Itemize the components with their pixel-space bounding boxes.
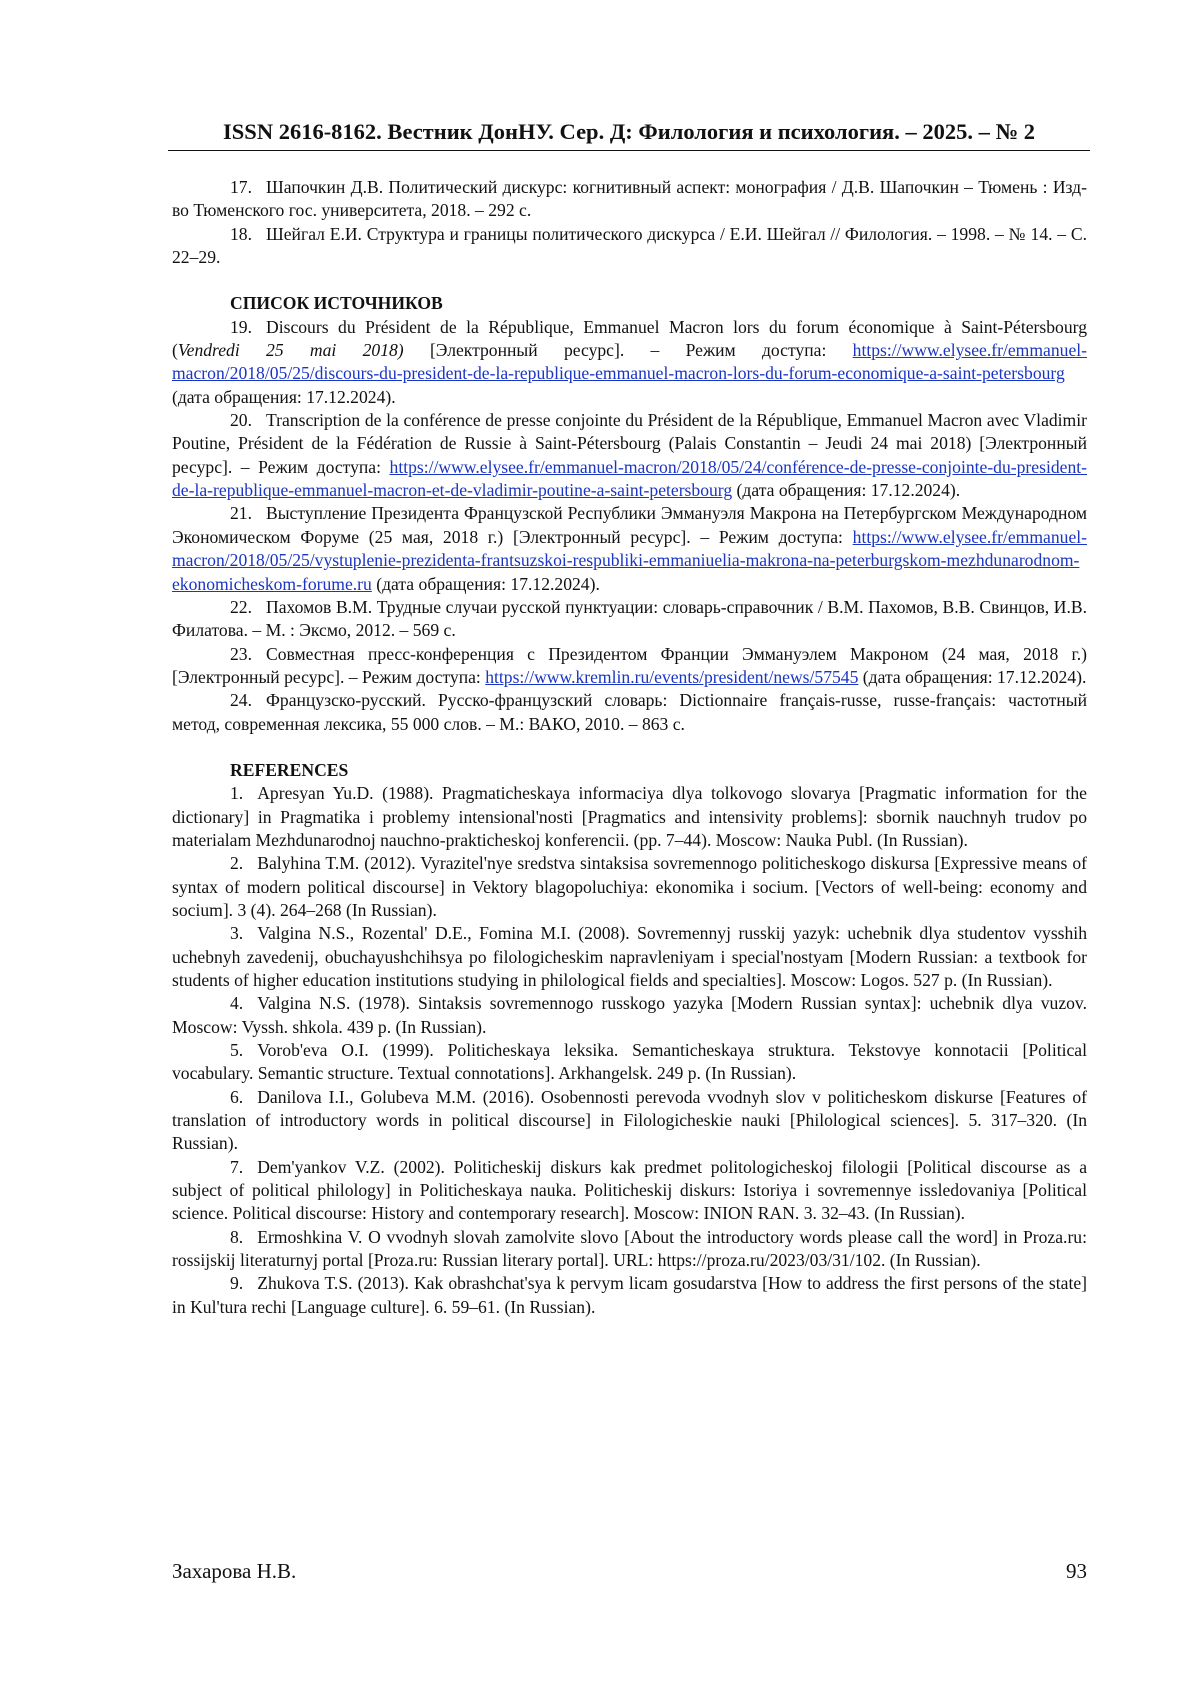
source-link-21[interactable]: https://www.elysee.fr/emmanuel-macron/2018/05/25/vystuplenie-prezidenta-frantsuzskoi-respubliki-emmaniuelia-makrona-na-peterburgskom-mezhdunarodnom-ekonomicheskom-forume.ru (172, 526, 1087, 594)
sources-heading: СПИСОК ИСТОЧНИКОВ (230, 293, 443, 314)
source-link-19[interactable]: https://www.elysee.fr/emmanuel-macron/2018/05/25/discours-du-president-de-la-republique-emmanuel-macron-lors-du-forum-economique-a-saint-petersbourg (172, 340, 1087, 384)
reference-entry: 7. Dem'yankov V.Z. (2002). Politicheskij diskurs kak predmet politologicheskoj filologii [Political discourse as a subject of political philology] in Politicheskaya nauka. Politicheskij diskurs: Istoriya i sovremennye issledovaniya [Political science. Political discourse: History and contemporary research]. Moscow: INION RAN. 3. 32–43. (In Russian). (172, 1156, 1087, 1224)
reference-entry: 6. Danilova I.I., Golubeva M.M. (2016). Osobennosti perevoda vvodnyh slov v politicheskom diskurse [Features of translation of introductory words in political discourse] in Filologicheskie nauki [Philological sciences]. 5. 317–320. (In Russian). (172, 1086, 1087, 1154)
source-entry-22: 22. Пахомов В.М. Трудные случаи русской пунктуации: словарь-справочник / В.М. Пахомов, В.В. Свинцов, И.В. Филатова. – М. : Эксмо, 2012. – 569 с. (172, 596, 1087, 641)
bib-entry-18: 18. Шейгал Е.И. Структура и границы политического дискурса / Е.И. Шейгал // Филология. – 1998. – № 14. – С. 22–29. (172, 223, 1087, 268)
source-entry-20: 20. Transcription de la conférence de presse conjointe du Président de la République, Emmanuel Macron avec Vladimir Poutine, Président de la Fédération de Russie à Saint-Pétersbourg (Palais Constantin – Jeudi 24 mai 2018) [Электронный ресурс]. – Режим доступа: https://www.elysee.fr/emmanuel-macron/2018/05/24/conférence-de-presse-conjointe-du-president-de-la-republique-emmanuel-macron-et-de-vladimir-poutine-a-saint-petersbourg (дата обращения: 17.12.2024). (172, 410, 1087, 501)
source-link-23[interactable]: https://www.kremlin.ru/events/president/news/57545 (485, 666, 859, 687)
page-body (172, 176, 1087, 1319)
running-header: ISSN 2616-8162. Вестник ДонНУ. Сер. Д: Филология и психология. – 2025. – № 2 (168, 118, 1090, 151)
source-entry-24: 24. Французско-русский. Русско-французский словарь: Dictionnaire français-russe, russe-français: частотный метод, современная лексика, 55 000 слов. – М.: ВАКО, 2010. – 863 с. (172, 690, 1087, 734)
reference-entry: 8. Ermoshkina V. O vvodnyh slovah zamolvite slovo [About the introductory words please call the word] in Proza.ru: rossijskij literaturnyj portal [Proza.ru: Russian literary portal]. URL: https://proza.ru/2023/03/31/102. (In Russian). (172, 1226, 1087, 1271)
source-entry-23: 23. Совместная пресс-конференция с Президентом Франции Эммануэлем Макроном (24 мая, 2018 г.) [Электронный ресурс]. – Режим доступа: https://www.kremlin.ru/events/president/news/57545 (дата обращения: 17.12.2024). (172, 643, 1087, 687)
reference-entry: 3. Valgina N.S., Rozental' D.E., Fomina M.I. (2008). Sovremennyj russkij yazyk: uchebnik dlya studentov vysshih uchebnyh zavedenij, obuchayushchihsya po filologicheskim napravleniyam i special'nostyam [Modern Russian: a textbook for students of higher education institutions studying in philological fields and specialties]. Moscow: Logos. 527 p. (In Russian). (172, 923, 1087, 990)
reference-entry: 4. Valgina N.S. (1978). Sintaksis sovremennogo russkogo yazyka [Modern Russian syntax]: uchebnik dlya vuzov. Moscow: Vyssh. shkola. 439 p. (In Russian). (172, 993, 1087, 1037)
reference-entry: 9. Zhukova T.S. (2013). Kak obrashchat'sya k pervym licam gosudarstva [How to address the first persons of the state] in Kul'tura rechi [Language culture]. 6. 59–61. (In Russian). (172, 1273, 1087, 1317)
footer-author: Захарова Н.В. (172, 1559, 297, 1583)
source-entry-21: 21. Выступление Президента Французской Республики Эммануэля Макрона на Петербургском Международном Экономическом Форуме (25 мая, 2018 г.) [Электронный ресурс]. – Режим доступа: https://www.elysee.fr/emmanuel-macron/2018/05/25/vystuplenie-prezidenta-frantsuzskoi-respubliki-emmaniuelia-makrona-na-peterburgskom-mezhdunarodnom-ekonomicheskom-forume.ru (дата обращения: 17.12.2024). (172, 503, 1087, 594)
source-link-20[interactable]: https://www.elysee.fr/emmanuel-macron/2018/05/24/conférence-de-presse-conjointe-du-president-de-la-republique-emmanuel-macron-et-de-vladimir-poutine-a-saint-petersbourg (172, 456, 1087, 501)
source-entry-19: 19. Discours du Président de la République, Emmanuel Macron lors du forum économique à Saint-Pétersbourg (Vendredi 25 mai 2018) [Электронный ресурс]. – Режим доступа: https://www.elysee.fr/emmanuel-macron/2018/05/25/discours-du-president-de-la-republique-emmanuel-macron-lors-du-forum-economique-a-saint-petersbourg (дата обращения: 17.12.2024). (172, 316, 1087, 407)
page-number: 93 (1066, 1559, 1087, 1583)
references-heading: REFERENCES (230, 759, 349, 780)
reference-entry: 1. Apresyan Yu.D. (1988). Pragmaticheskaya informaciya dlya tolkovogo slovarya [Pragmatic information for the dictionary] in Pragmatika i problemy intensional'nosti [Pragmatics and intensivity problems]: sbornik nauchnyh trudov po materialam Mezhdunarodnoj nauchno-prakticheskoj konferencii. (pp. 7–44). Moscow: Nauka Publ. (In Russian). (172, 783, 1087, 850)
reference-entry: 2. Balyhina T.M. (2012). Vyrazitel'nye sredstva sintaksisa sovremennogo politicheskogo diskursa [Expressive means of syntax of modern political discourse] in Vektory blagopoluchiya: ekonomika i socium. [Vectors of well-being: economy and socium]. 3 (4). 264–268 (In Russian). (172, 853, 1087, 920)
bib-entry-17: 17. Шапочкин Д.В. Политический дискурс: когнитивный аспект: монография / Д.В. Шапочкин – Тюмень : Изд-во Тюменского гос. университета, 2018. – 292 с. (172, 177, 1087, 221)
reference-entry: 5. Vorob'eva O.I. (1999). Politicheskaya leksika. Semanticheskaya struktura. Tekstovye konnotacii [Political vocabulary. Semantic structure. Textual connotations]. Arkhangelsk. 249 p. (In Russian). (172, 1040, 1087, 1084)
